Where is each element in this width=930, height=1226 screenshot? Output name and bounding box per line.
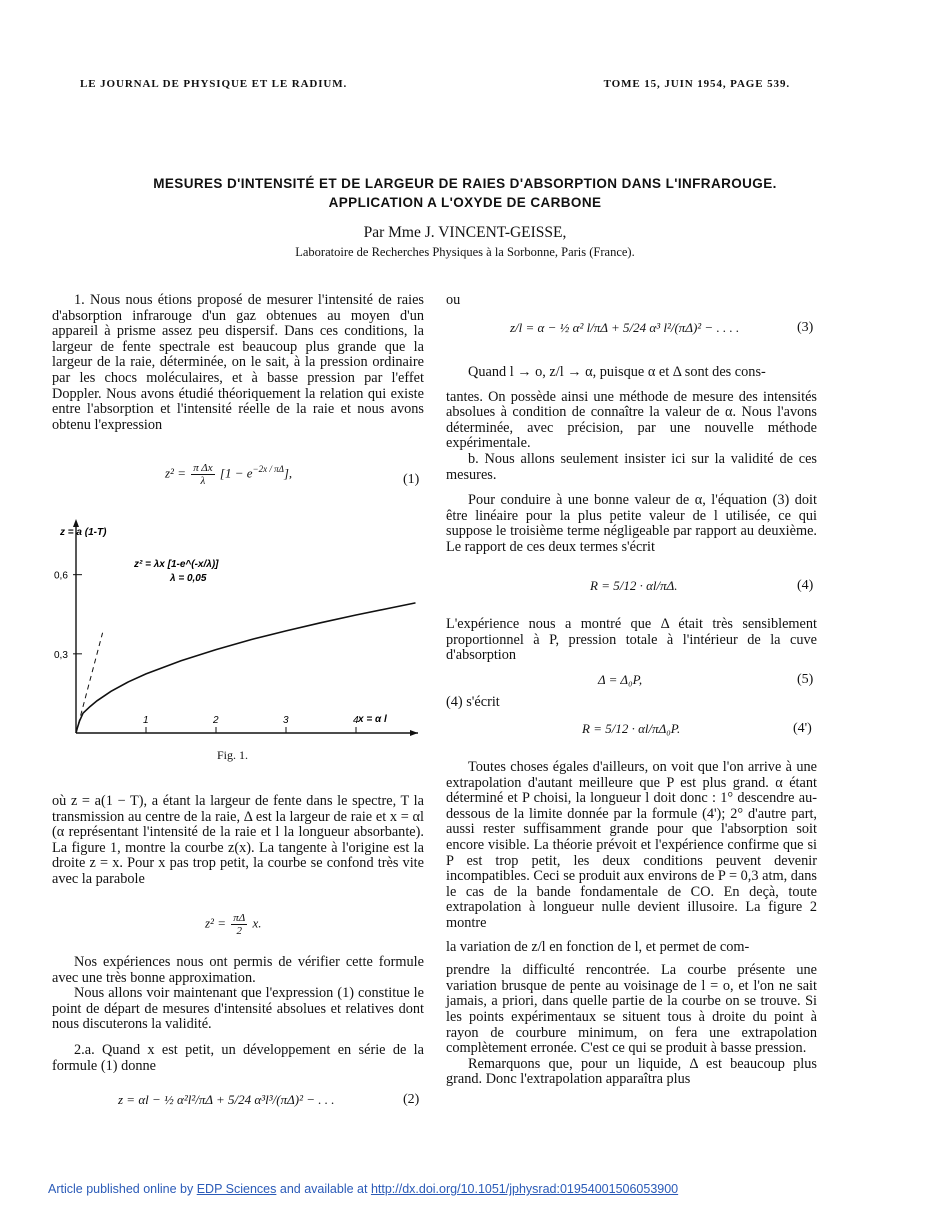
figure-1-caption: Fig. 1.	[217, 748, 249, 762]
chart-ylabel: z = a (1-T)	[60, 527, 107, 538]
eq1-numerator: π Δx	[193, 462, 213, 474]
parab-denominator: 2	[236, 925, 242, 937]
issue-header: TOME 15, JUIN 1954, PAGE 539.	[603, 78, 790, 90]
chart-annotation-formula: z² = λx [1-e^(-x/λ)]	[134, 559, 219, 570]
left-paragraph-3: Nos expériences nous ont permis de vérifier cette formule avec une très bonne approximation.	[52, 954, 424, 986]
left-column-bottom	[52, 955, 424, 1074]
eq1-lhs: z² =	[165, 465, 186, 481]
equation-4-number: (4)	[797, 578, 814, 593]
right-s4: (4) s'écrit	[446, 694, 500, 710]
parab-lhs: z² =	[205, 915, 226, 931]
left-paragraph-1: 1. Nous nous étions proposé de mesurer l'intensité de raies d'absorption infrarouge d'un gaz obtenues au moyen d'un appareil à prisme assez peu dispersif. Dans ces conditions, la largeur de fente spectrale est beaucoup plus grande que la largeur de la raie, déterminée, on le sait, à la pression ordinaire par les chocs moléculaires, et à basse pression par l'effet Doppler. Nous avons étudié théoriquement la relation qui existe entre l'absorption et l'intensité réelle de la raie et nous avons obtenu l'expression	[52, 292, 424, 433]
parab-rhs: x.	[252, 915, 262, 931]
left-paragraph-4: Nous allons voir maintenant que l'expression (1) constitue le point de départ de mesures d'intensité absolues et relatives dont nous discuterons la validité.	[52, 985, 424, 1033]
eq1-bracket: [1 − e	[219, 465, 253, 481]
right-column-c	[446, 760, 817, 1088]
equation-1	[165, 462, 292, 487]
equation-parabola	[205, 912, 261, 937]
article-title-line1: MESURES D'INTENSITÉ ET DE LARGEUR DE RAIES D'ABSORPTION DANS L'INFRAROUGE.	[153, 176, 777, 191]
publisher-link[interactable]: EDP Sciences	[196, 1182, 277, 1196]
footer-prefix: Article published online by	[48, 1182, 194, 1196]
chart-x-tick-label: 3	[283, 715, 289, 726]
left-column	[52, 293, 424, 433]
footer	[48, 1182, 678, 1196]
journal-header: LE JOURNAL DE PHYSIQUE ET LE RADIUM.	[80, 78, 348, 90]
equation-4prime-number: (4')	[793, 721, 812, 736]
chart-x-tick-label: 4	[353, 715, 359, 726]
chart-x-tick-label: 1	[143, 715, 149, 726]
right-paragraph-3: Pour conduire à une bonne valeur de α, l'équation (3) doit être linéaire pour la plus petite valeur de l utilisée, ce qui suppose le troisième terme négligeable par rapport au deuxième. Le rapport de ces deux termes s'écrit	[446, 492, 817, 555]
equation-1-number: (1)	[403, 472, 420, 487]
equation-5: Δ = Δ₀P,	[598, 672, 643, 687]
equation-3-number: (3)	[797, 320, 814, 335]
right-paragraph-4: L'expérience nous a montré que Δ était très sensiblement proportionnel à P, pression totale à l'intérieur de la cuve d'absorption	[446, 616, 817, 664]
right-paragraph-5b: la variation de z/l en fonction de l, et permet de com-	[446, 938, 750, 955]
affiliation: Laboratoire de Recherches Physiques à la Sorbonne, Paris (France).	[295, 245, 635, 259]
parab-numerator: πΔ	[233, 912, 246, 924]
chart-y-tick-label: 0,6	[54, 570, 68, 582]
equation-2-number: (2)	[403, 1092, 420, 1107]
equation-4: R = 5/12 · αl/πΔ.	[590, 578, 678, 593]
doi-link[interactable]: http://dx.doi.org/10.1051/jphysrad:01954001506053900	[370, 1182, 679, 1196]
equation-2: z = αl − ½ α²l²/πΔ + 5/24 α³l³/(πΔ)² − . . .	[118, 1092, 335, 1107]
chart-y-tick-label: 0,3	[54, 649, 68, 661]
chart-y-arrow	[73, 519, 79, 527]
right-column-a	[446, 365, 817, 556]
right-ou: ou	[446, 292, 461, 308]
right-paragraph-1b: tantes. On possède ainsi une méthode de mesure des intensités absolues à condition de connaître la valeur de α. Nous l'avons déterminée, avec précision, par une nouvelle méthode expérimentale.	[446, 388, 817, 452]
right-column-b	[446, 617, 817, 664]
eq1-denominator: λ	[200, 475, 206, 487]
equation-5-number: (5)	[797, 672, 814, 687]
chart-annotation-param: λ = 0,05	[170, 573, 207, 584]
footer-middle: and available at	[279, 1182, 368, 1196]
eq1-end: ],	[283, 465, 293, 481]
right-paragraph-1a: Quand l → o, z/l → α, puisque α et Δ sont des cons-	[468, 364, 766, 380]
article-title-line2: APPLICATION A L'OXYDE DE CARBONE	[328, 195, 602, 210]
right-paragraph-2: b. Nous allons seulement insister ici sur la validité de ces mesures.	[446, 450, 817, 483]
left-paragraph-2: où z = a(1 − T), a étant la largeur de fente dans le spectre, T la transmission au centre de la raie, Δ est la largeur de raie et x = αl (α représentant l'intensité de la raie et l la longueur absorbante). La figure 1, montre la courbe z(x). La tangente à l'origine est la droite z = x. Pour x pas trop petit, la courbe se confond très vite avec la parabole	[52, 793, 424, 887]
right-paragraph-6: Remarquons que, pour un liquide, Δ est beaucoup plus grand. Donc l'extrapolation apparaîtra plus	[446, 1055, 817, 1088]
left-column-lower	[52, 794, 424, 888]
left-paragraph-5: 2.a. Quand x est petit, un développement en série de la formule (1) donne	[52, 1041, 424, 1074]
parab-fraction	[231, 912, 247, 937]
right-paragraph-5c: prendre la difficulté rencontrée. La courbe présente une variation brusque de pente au voisinage de l = o, et l'on ne sait jamais, a priori, dans quelle partie de la courbe on se trouve. Si les points expérimentaux se situent tous à droite du point à rayon de courbure minimum, on fera une extrapolation complètement erronée. C'est ce qui se produit à basse pression.	[446, 962, 817, 1057]
figure-1-chart	[52, 515, 424, 745]
chart-x-tick-label: 2	[213, 715, 219, 726]
equation-3: z/l = α − ½ α² l/πΔ + 5/24 α³ l²/(πΔ)² − . . . .	[510, 320, 740, 335]
chart-tangent-line	[76, 633, 103, 733]
eq1-exponent: −2x / πΔ	[252, 464, 284, 475]
author: Par Mme J. VINCENT-GEISSE,	[363, 224, 567, 241]
eq1-fraction	[191, 462, 214, 487]
chart-x-arrow	[410, 730, 418, 736]
equation-4prime: R = 5/12 · αl/πΔ₀P.	[582, 721, 681, 736]
right-paragraph-5a: Toutes choses égales d'ailleurs, on voit que l'on arrive à une extrapolation d'autant meilleure que P est plus grand. α étant déterminé et P choisi, la longueur l doit donc : 1° descendre au-dessous de la limite donnée par la formule (4'); 2° d'autre part, aussi rester suffisamment grande pour que l'absorption soit encore visible. La théorie prévoit et l'expérience confirme que si P est trop petit, les deux conditions peuvent devenir incompatibles. Ceci se produit aux environs de P = 0,3 atm, dans le cas de la bande fondamentale de CO. En deçà, toute extrapolation à longueur nulle devient illusoire. La figure 2 montre	[446, 759, 817, 931]
chart-xlabel: x = α l	[358, 714, 387, 725]
